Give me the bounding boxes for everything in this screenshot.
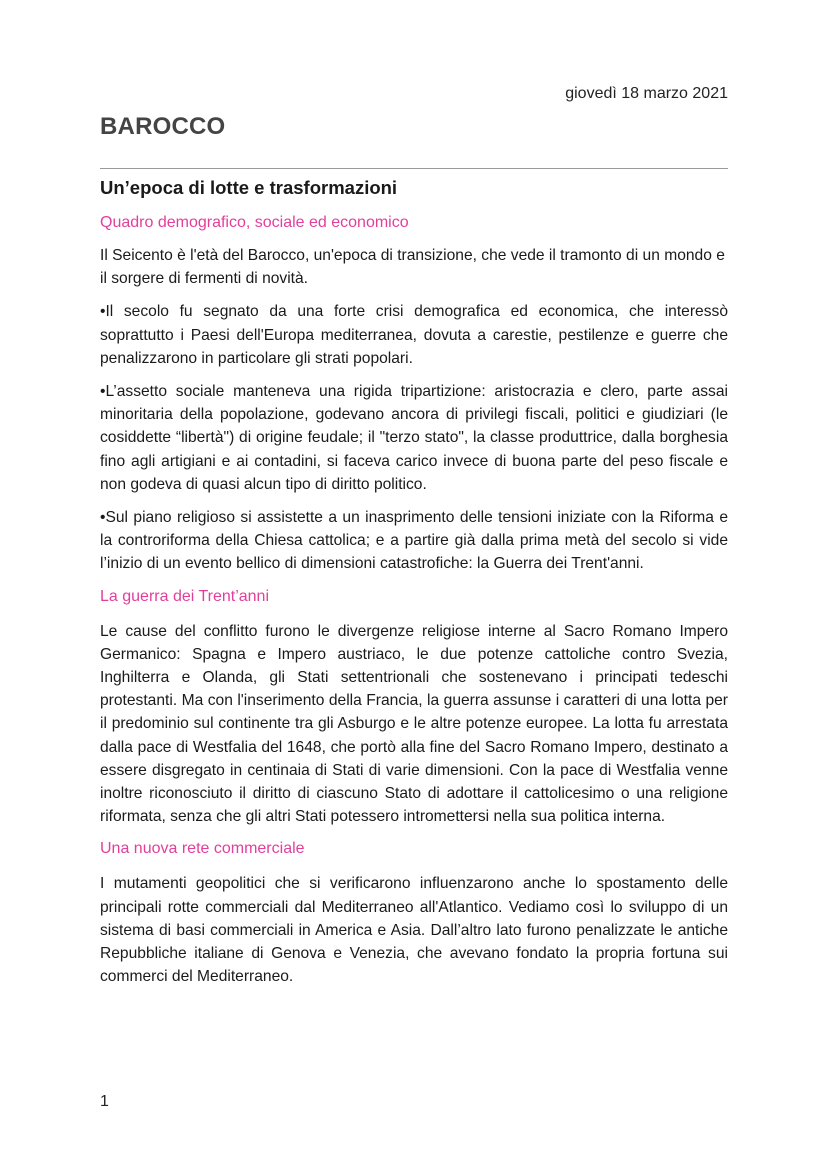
paragraph: •Il secolo fu segnato da una forte crisi demografica ed economica, che interessò soprattutto i Paesi dell'Europa mediterranea, dovuta a carestie, pestilenze e guerre che penalizzarono in particolare gli strati popolari. (100, 303, 728, 367)
subsection-heading-guerra: La guerra dei Trent’anni (100, 587, 269, 605)
section-title: Un’epoca di lotte e trasformazioni (100, 177, 398, 198)
paragraph: Il Seicento è l'età del Barocco, un'epoca di transizione, che vede il tramonto di un mondo e il sorgere di fermenti di novità. (100, 247, 725, 288)
document-content (100, 174, 728, 988)
paragraph: I mutamenti geopolitici che si verificarono influenzarono anche lo spostamento delle principali rotte commerciali dal Mediterraneo all'Atlantico. Vediamo così lo sviluppo di un sistema di basi commerciali in America e Asia. Dall’altro lato furono penalizzate le antiche Repubbliche italiane di Genova e Venezia, che avevano fondato la propria fortuna sui commerci del Mediterraneo. (100, 875, 728, 986)
paragraph: •Sul piano religioso si assistette a un inasprimento delle tensioni iniziate con la Riforma e la controriforma della Chiesa cattolica; e a partire già dalla prima metà del secolo si vide l’inizio di un evento bellico di dimensioni catastrofiche: la Guerra dei Trent'anni. (100, 509, 728, 573)
subsection-heading-demografico: Quadro demografico, sociale ed economico (100, 214, 409, 231)
paragraph: •L’assetto sociale manteneva una rigida tripartizione: aristocrazia e clero, parte assai minoritaria della popolazione, godevano ancora di privilegi fiscali, politici e giudiziari (le cosiddette “libertà") di origine feudale; il "terzo stato", la classe produttrice, dalla borghesia fino agli artigiani e ai contadini, si faceva carico invece di buona parte del peso fiscale e non godeva di quasi alcun tipo di diritto politico. (100, 383, 728, 493)
document-title: BAROCCO (100, 113, 226, 140)
document-date: giovedì 18 marzo 2021 (565, 85, 728, 102)
subsection-heading-commerciale: Una nuova rete commerciale (100, 840, 305, 858)
page-number: 1 (100, 1093, 109, 1110)
title-divider (100, 168, 728, 169)
paragraph: Le cause del conflitto furono le divergenze religiose interne al Sacro Romano Impero Germanico: Spagna e Impero austriaco, le due potenze cattoliche contro Svezia, Inghilterra e Olanda, gli Stati settentrionali che sostenevano i principati tedeschi protestanti. Ma con l'inserimento della Francia, la guerra assunse i caratteri di una lotta per il predominio sul continente tra gli Asburgo e le altre potenze europee. La lotta fu arrestata dalla pace di Westfalia del 1648, che portò alla fine del Sacro Romano Impero, destinato a essere disgregato in centinaia di Stati di varie dimensioni. Con la pace di Westfalia venne inoltre riconosciuto il diritto di ciascuno Stato di adottare il cattolicesimo o una religione riformata, senza che gli altri Stati potessero intromettersi nella sua politica interna. (100, 622, 728, 826)
